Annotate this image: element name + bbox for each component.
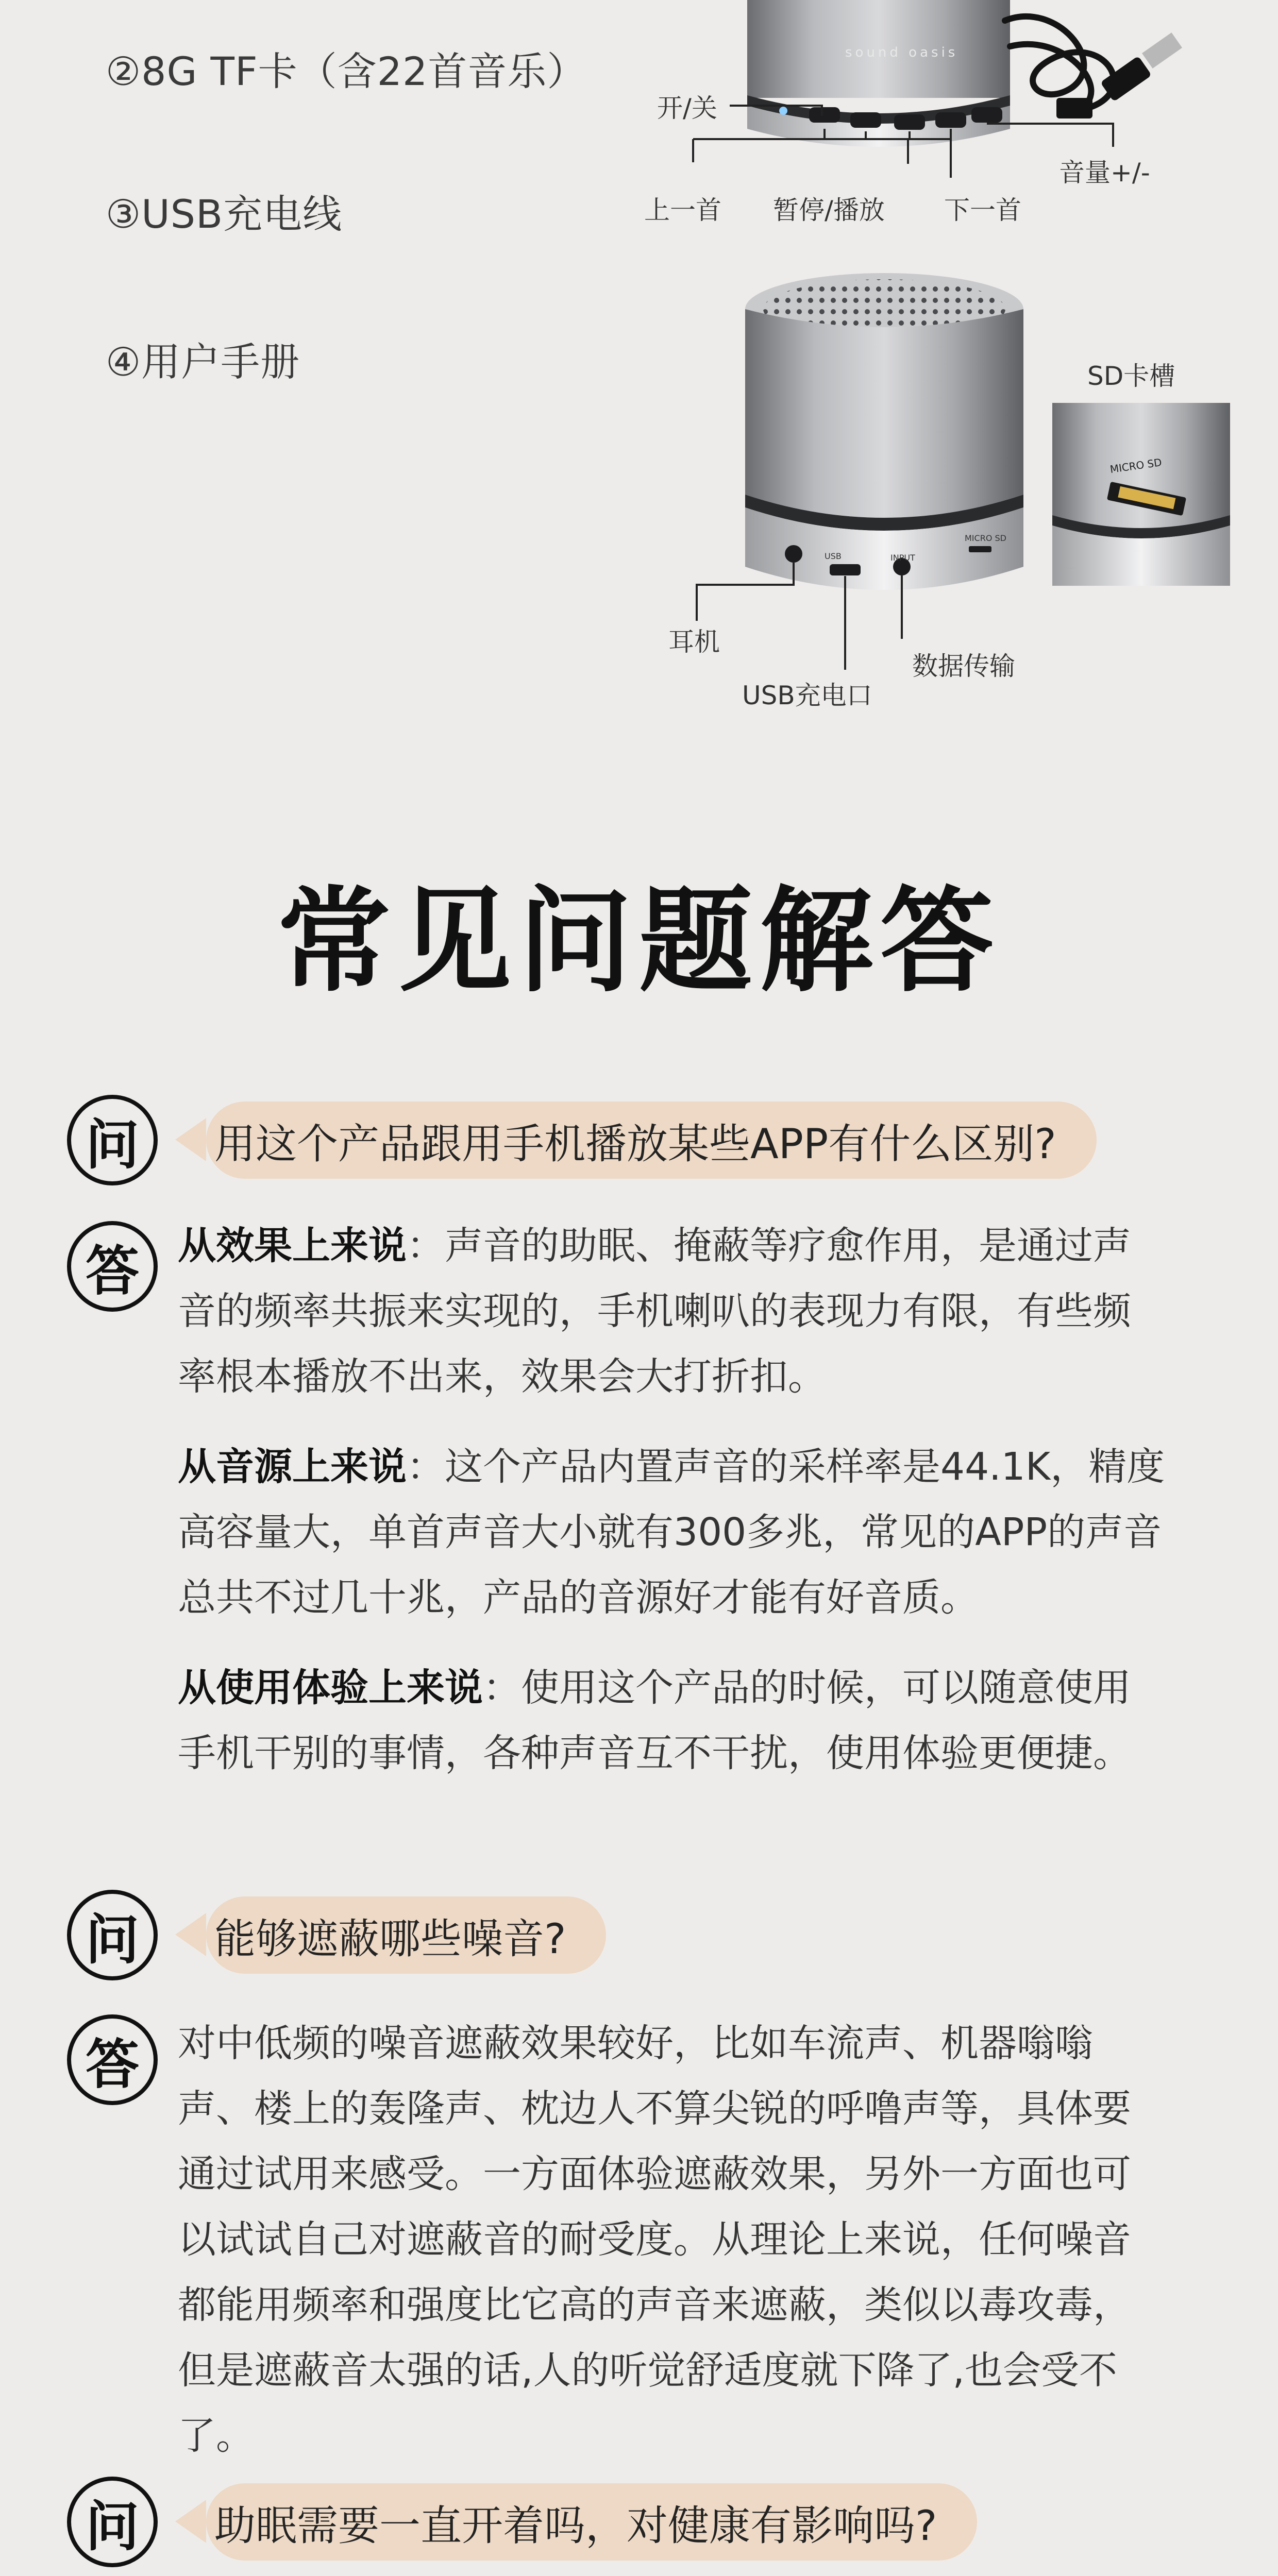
- port-input-text: INPUT: [890, 553, 915, 563]
- question-bubble-tail-1: [175, 1118, 206, 1161]
- package-item-manual: ④用户手册: [106, 339, 300, 385]
- answer-badge-1: 答: [67, 1221, 158, 1312]
- label-prev: 上一首: [644, 195, 721, 225]
- question-badge-2: 问: [67, 1890, 158, 1980]
- answer-block-2: [178, 2011, 1167, 2469]
- product-illustration: [0, 0, 1278, 747]
- label-power: 开/关: [657, 93, 717, 123]
- answer-paragraph: [178, 2011, 1167, 2469]
- answer-lead: 从使用体验上来说: [178, 1666, 483, 1710]
- answer-text: ：声音的助眠、掩蔽等疗愈作用，是通过声音的频率共振来实现的，手机喇叭的表现力有限，有些频率根本播放不出来，效果会大打折扣。: [178, 1224, 1131, 1399]
- speaker-brand-text: sound oasis: [845, 45, 959, 60]
- label-next: 下一首: [944, 195, 1021, 225]
- port-micro-text: MICRO SD: [965, 533, 1006, 543]
- question-badge-3: 问: [67, 2477, 158, 2567]
- question-bubble-1: 用这个产品跟用手机播放某些APP有什么区别?: [206, 1101, 1097, 1179]
- answer-text: ：使用这个产品的时候，可以随意使用手机干别的事情，各种声音互不干扰，使用体验更便捷。: [178, 1666, 1131, 1775]
- label-data-transfer: 数据传输: [912, 651, 1015, 681]
- answer-text: 对中低频的噪音遮蔽效果较好，比如车流声、机器嗡嗡声、楼上的轰隆声、枕边人不算尖锐的呼噜声等，具体要通过试用来感受。一方面体验遮蔽效果，另外一方面也可以试试自己对遮蔽音的耐受度。从理论上来说，任何噪音都能用频率和强度比它高的声音来遮蔽，类似以毒攻毒，但是遮蔽音太强的话,人的听觉舒适度就下降了,也会受不了。: [178, 2021, 1131, 2458]
- package-item-tf-card: ②8G TF卡（含22首音乐）: [106, 48, 587, 94]
- port-usb-text: USB: [825, 551, 842, 561]
- card-label-text: MICRO SD: [1109, 456, 1163, 476]
- sd-slot-inset-image: [1052, 403, 1230, 586]
- label-volume: 音量+/-: [1059, 158, 1150, 188]
- answer-lead: 从音源上来说: [178, 1445, 407, 1489]
- answer-text: ：这个产品内置声音的采样率是44.1K，精度高容量大，单首声音大小就有300多兆，常见的APP的声音总共不过几十兆，产品的音源好才能有好音质。: [178, 1445, 1165, 1620]
- answer-paragraph: [178, 1213, 1167, 1410]
- question-badge-1: 问: [67, 1095, 158, 1185]
- answer-lead: 从效果上来说: [178, 1224, 407, 1268]
- label-sd-slot: SD卡槽: [1087, 361, 1175, 391]
- label-pause-play: 暂停/播放: [773, 195, 885, 225]
- answer-paragraph: [178, 1655, 1167, 1786]
- question-bubble-2: 能够遮蔽哪些噪音?: [206, 1896, 606, 1974]
- faq-title: 常见问题解答: [277, 875, 1001, 1007]
- answer-paragraph: [178, 1434, 1167, 1631]
- question-bubble-3: 助眠需要一直开着吗，对健康有影响吗?: [206, 2483, 977, 2561]
- speaker-top-image: [747, 0, 1010, 147]
- question-bubble-tail-2: [175, 1913, 206, 1956]
- usb-cable-image: [1005, 16, 1182, 118]
- label-usb-port: USB充电口: [742, 681, 872, 710]
- label-earphone: 耳机: [668, 627, 720, 657]
- package-item-usb-cable: ③USB充电线: [106, 191, 343, 237]
- answer-block-1: [178, 1213, 1167, 1786]
- question-bubble-tail-3: [175, 2500, 206, 2543]
- answer-badge-2: 答: [67, 2014, 158, 2105]
